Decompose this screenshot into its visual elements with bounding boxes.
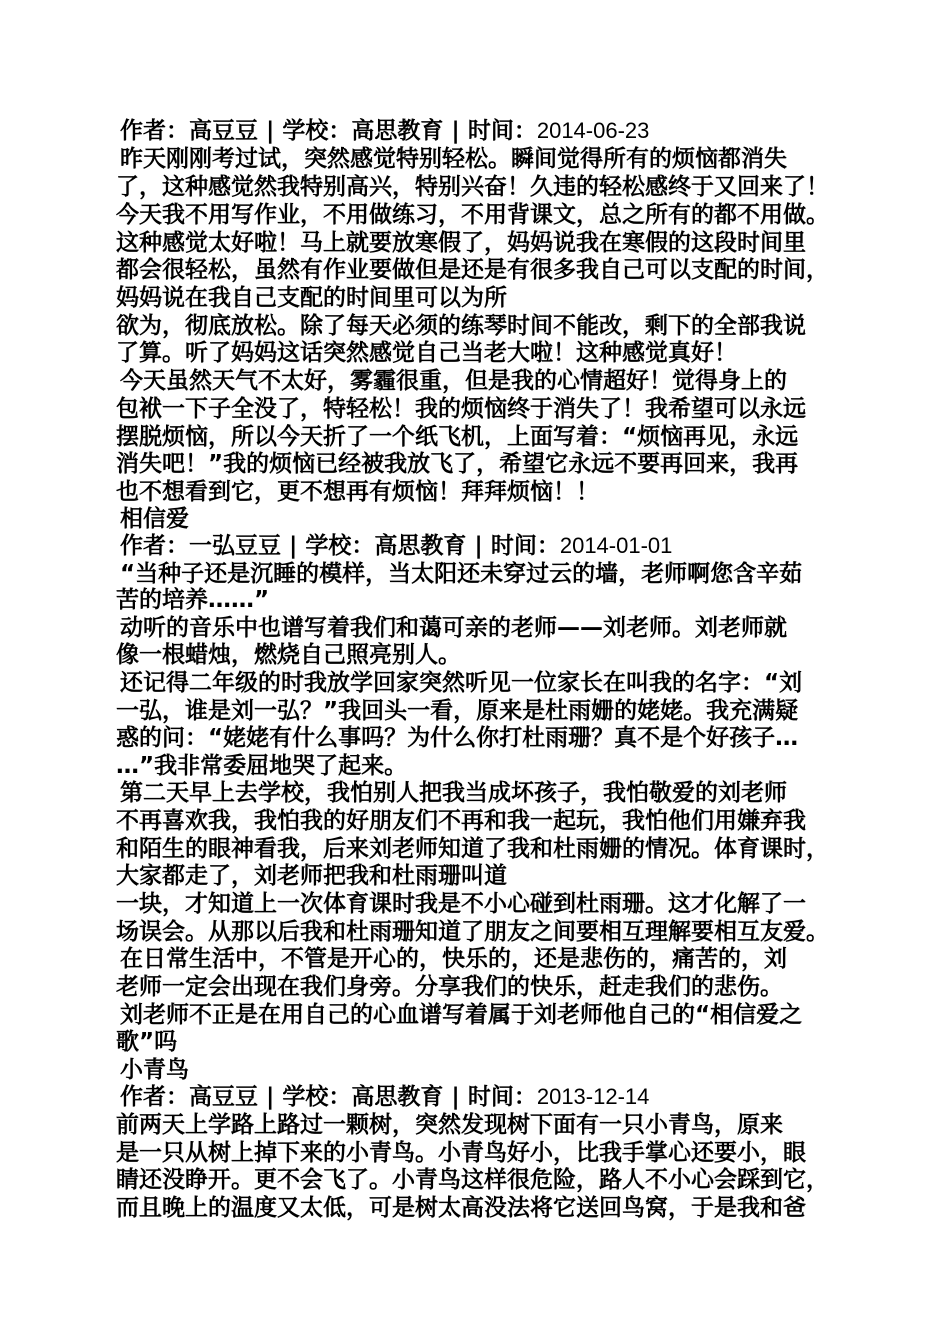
article-1-line: 欲为，彻底放松。除了每天必须的练琴时间不能改，剩下的全部我说 [116,313,806,339]
article-1-line: 消失吧！”我的烦恼已经被我放飞了，希望它永远不要再回来，我再 [116,451,799,477]
article-1-meta [120,117,649,145]
article-2-line: 惑的问：“姥姥有什么事吗？为什么你打杜雨珊？真不是个好孩子… [116,725,799,751]
article-2-line: 第二天早上去学校，我怕别人把我当成坏孩子，我怕敬爱的刘老师 [120,780,787,806]
article-3-line: 而且晚上的温度又太低，可是树太高没法将它送回鸟窝，于是我和爸 [116,1195,806,1221]
article-3-meta-prefix: 作者：高豆豆 | 学校：高思教育 | 时间： [120,1084,537,1110]
article-1-line: 了，这种感觉然我特别高兴，特别兴奋！久违的轻松感终于又回来了！ [116,174,829,200]
article-2-line: “当种子还是沉睡的模样，当太阳还未穿过云的墙，老师啊您含辛茹 [120,561,803,587]
article-2-line: 动听的音乐中也谱写着我们和蔼可亲的老师——刘老师。刘老师就 [120,615,787,641]
article-1-line: 包袱一下子全没了，特轻松！我的烦恼终于消失了！我希望可以永远 [116,396,806,422]
article-2-line: 像一根蜡烛，燃烧自己照亮别人。 [116,642,461,668]
article-2-line: 不再喜欢我，我怕我的好朋友们不再和我一起玩，我怕他们用嫌弃我 [116,808,806,834]
article-1-meta-prefix: 作者：高豆豆 | 学校：高思教育 | 时间： [120,118,537,144]
article-2-line: …”我非常委屈地哭了起来。 [116,753,408,779]
article-1-line: 妈妈说在我自己支配的时间里可以为所 [116,285,507,311]
article-1-line: 摆脱烦恼，所以今天折了一个纸飞机，上面写着：“烦恼再见，永远 [116,424,799,450]
article-2-line: 一块，才知道上一次体育课时我是不小心碰到杜雨珊。这才化解了一 [116,891,806,917]
article-1-line: 都会很轻松，虽然有作业要做但是还是有很多我自己可以支配的时间， [116,257,829,283]
article-3-meta [120,1083,649,1111]
article-2-line: 还记得二年级的时我放学回家突然听见一位家长在叫我的名字：“刘 [120,670,803,696]
article-1-line: 昨天刚刚考过试，突然感觉特别轻松。瞬间觉得所有的烦恼都消失 [120,146,787,172]
article-2-meta-prefix: 作者：一弘豆豆 | 学校：高思教育 | 时间： [120,533,560,559]
article-3-line: 前两天上学路上路过一颗树，突然发现树下面有一只小青鸟，原来 [116,1112,783,1138]
article-2-line: 苦的培养……” [116,587,270,613]
article-1-line: 今天我不用写作业，不用做练习，不用背课文，总之所有的都不用做。 [116,202,829,228]
article-2-line: 刘老师不正是在用自己的心血谱写着属于刘老师他自己的“相信爱之 [120,1002,803,1028]
article-2-line: 歌”吗 [116,1029,178,1055]
article-1-line: 今天虽然天气不太好，雾霾很重，但是我的心情超好！觉得身上的 [120,368,787,394]
article-1-line: 这种感觉太好啦！马上就要放寒假了，妈妈说我在寒假的这段时间里 [116,230,806,256]
article-1-line: 也不想看到它，更不想再有烦恼！拜拜烦恼！！ [116,479,599,505]
article-1-date: 2014-06-23 [536,118,650,143]
article-1-line: 了算。听了妈妈这话突然感觉自己当老大啦！这种感觉真好！ [116,340,737,366]
article-2-date: 2014-01-01 [559,533,673,558]
article-2-line: 在日常生活中，不管是开心的，快乐的，还是悲伤的，痛苦的，刘 [120,946,787,972]
article-2-line: 老师一定会出现在我们身旁。分享我们的快乐，赶走我们的悲伤。 [116,974,783,1000]
article-2-meta [120,532,672,560]
article-3-line: 睛还没睁开。更不会飞了。小青鸟这样很危险，路人不小心会踩到它， [116,1167,829,1193]
article-2-line: 场误会。从那以后我和杜雨珊知道了朋友之间要相互理解要相互友爱。 [116,919,829,945]
article-2-line: 和陌生的眼神看我，后来刘老师知道了我和杜雨姗的情况。体育课时， [116,836,829,862]
article-2-line: 一弘，谁是刘一弘？”我回头一看，原来是杜雨姗的姥姥。我充满疑 [116,698,799,724]
article-3-title: 小青鸟 [120,1057,189,1083]
article-2-title: 相信爱 [120,506,189,532]
article-3-line: 是一只从树上掉下来的小青鸟。小青鸟好小，比我手掌心还要小，眼 [116,1140,806,1166]
article-3-date: 2013-12-14 [536,1084,650,1109]
article-2-line: 大家都走了，刘老师把我和杜雨珊叫道 [116,863,507,889]
